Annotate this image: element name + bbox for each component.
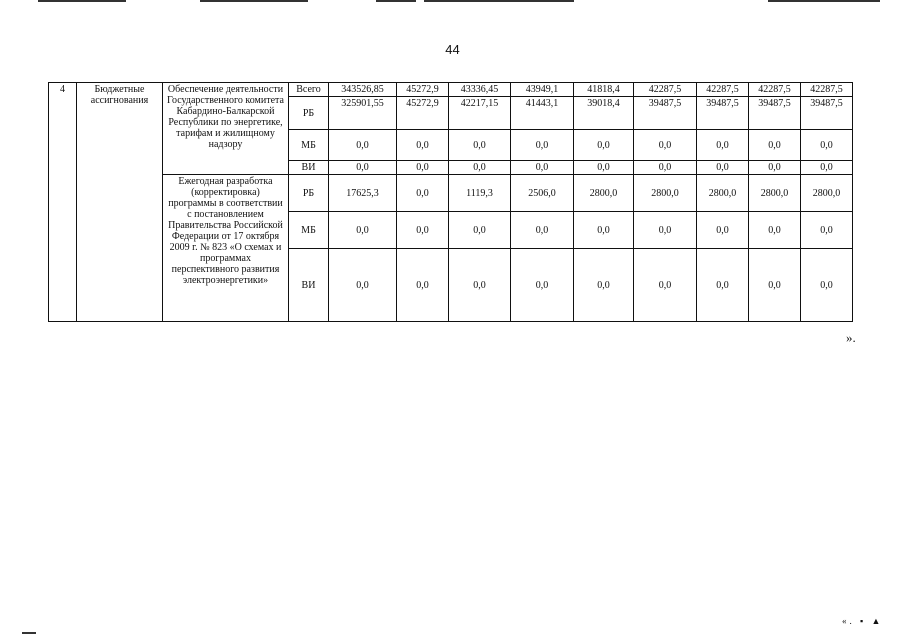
value-cell: 42217,15 <box>449 97 511 130</box>
value-cell: 2800,0 <box>749 175 801 212</box>
value-cell: 0,0 <box>574 249 634 322</box>
value-cell: 2506,0 <box>511 175 574 212</box>
value-cell: 0,0 <box>749 249 801 322</box>
page-number: 44 <box>445 42 460 57</box>
value-cell: 0,0 <box>329 161 397 175</box>
value-cell: 0,0 <box>397 175 449 212</box>
value-cell: 343526,85 <box>329 83 397 97</box>
activity-name-cell: Обеспечение деятельности Государственного комитета Кабардино-Балкарской Республики по энергетике, тарифам и жилищному надзору <box>163 83 289 175</box>
source-cell: ВИ <box>289 161 329 175</box>
value-cell: 0,0 <box>634 130 697 161</box>
value-cell: 0,0 <box>329 249 397 322</box>
value-cell: 0,0 <box>397 130 449 161</box>
value-cell: 45272,9 <box>397 97 449 130</box>
value-cell: 0,0 <box>634 161 697 175</box>
value-cell: 42287,5 <box>749 83 801 97</box>
value-cell: 42287,5 <box>634 83 697 97</box>
value-cell: 0,0 <box>511 212 574 249</box>
table-row <box>49 83 853 97</box>
value-cell: 2800,0 <box>634 175 697 212</box>
value-cell: 0,0 <box>449 130 511 161</box>
value-cell: 2800,0 <box>801 175 853 212</box>
value-cell: 0,0 <box>697 212 749 249</box>
source-cell: РБ <box>289 175 329 212</box>
value-cell: 0,0 <box>329 212 397 249</box>
value-cell: 0,0 <box>749 161 801 175</box>
value-cell: 0,0 <box>511 161 574 175</box>
value-cell: 0,0 <box>634 212 697 249</box>
value-cell: 17625,3 <box>329 175 397 212</box>
source-cell: РБ <box>289 97 329 130</box>
value-cell: 43949,1 <box>511 83 574 97</box>
source-cell: МБ <box>289 130 329 161</box>
value-cell: 0,0 <box>397 161 449 175</box>
value-cell: 39487,5 <box>801 97 853 130</box>
value-cell: 0,0 <box>511 249 574 322</box>
row-number-cell: 4 <box>49 83 77 322</box>
source-cell: МБ <box>289 212 329 249</box>
value-cell: 0,0 <box>329 130 397 161</box>
value-cell: 42287,5 <box>697 83 749 97</box>
value-cell: 39487,5 <box>634 97 697 130</box>
value-cell: 41443,1 <box>511 97 574 130</box>
value-cell: 0,0 <box>749 212 801 249</box>
footer-mark: «. ▪ ▲ <box>842 616 884 626</box>
scan-top-rule-4 <box>424 0 574 2</box>
scan-top-rule-2 <box>200 0 308 2</box>
value-cell: 325901,55 <box>329 97 397 130</box>
value-cell: 0,0 <box>574 212 634 249</box>
category-cell: Бюджетные ассигнования <box>77 83 163 322</box>
value-cell: 0,0 <box>574 161 634 175</box>
value-cell: 1119,3 <box>449 175 511 212</box>
value-cell: 2800,0 <box>574 175 634 212</box>
value-cell: 0,0 <box>511 130 574 161</box>
scan-top-rule-1 <box>38 0 126 2</box>
value-cell: 0,0 <box>697 161 749 175</box>
value-cell: 0,0 <box>574 130 634 161</box>
value-cell: 0,0 <box>634 249 697 322</box>
value-cell: 0,0 <box>449 249 511 322</box>
closing-quote: ». <box>846 330 856 345</box>
value-cell: 2800,0 <box>697 175 749 212</box>
value-cell: 45272,9 <box>397 83 449 97</box>
value-cell: 0,0 <box>801 212 853 249</box>
table-row <box>49 175 853 212</box>
value-cell: 39487,5 <box>749 97 801 130</box>
scan-top-rule-3 <box>376 0 416 2</box>
source-cell: ВИ <box>289 249 329 322</box>
value-cell: 0,0 <box>397 212 449 249</box>
value-cell: 0,0 <box>697 249 749 322</box>
value-cell: 0,0 <box>749 130 801 161</box>
value-cell: 43336,45 <box>449 83 511 97</box>
value-cell: 0,0 <box>449 212 511 249</box>
value-cell: 0,0 <box>801 249 853 322</box>
value-cell: 39018,4 <box>574 97 634 130</box>
scan-top-rule-5 <box>768 0 880 2</box>
budget-table <box>48 82 853 322</box>
activity-name-cell: Ежегодная разработка (корректировка) программы в соответствии с постановлением Правительства Российской Федерации от 17 октября 2009 г. № 823 «О схемах и программах перспективного развития электроэнергетики» <box>163 175 289 322</box>
value-cell: 0,0 <box>449 161 511 175</box>
value-cell: 41818,4 <box>574 83 634 97</box>
source-cell: Всего <box>289 83 329 97</box>
value-cell: 0,0 <box>697 130 749 161</box>
value-cell: 0,0 <box>801 161 853 175</box>
value-cell: 42287,5 <box>801 83 853 97</box>
margin-tick <box>22 632 36 634</box>
value-cell: 39487,5 <box>697 97 749 130</box>
value-cell: 0,0 <box>801 130 853 161</box>
value-cell: 0,0 <box>397 249 449 322</box>
